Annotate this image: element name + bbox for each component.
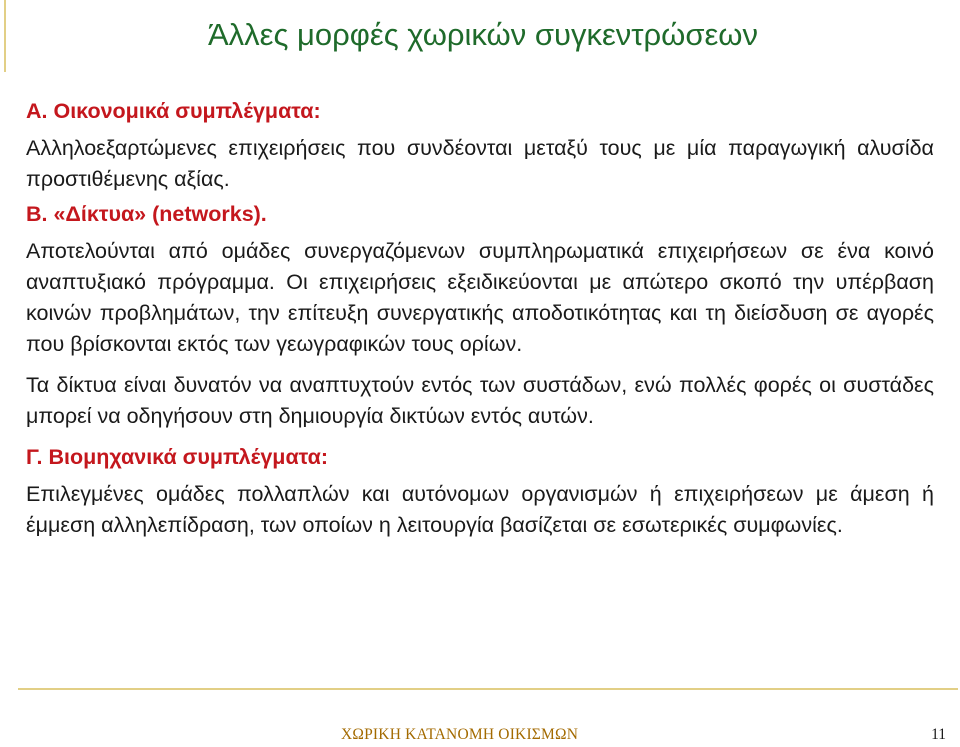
section-c-paragraph: Επιλεγμένες ομάδες πολλαπλών και αυτόνομων οργανισμών ή επιχειρήσεων με άμεση ή έμμεση αλληλεπίδραση, των οποίων η λειτουργία βασίζεται σε εσωτερικές συμφωνίες. (26, 482, 934, 537)
section-c-heading: Γ. Βιομηχανικά συμπλέγματα: (26, 445, 329, 469)
section-b-heading: Β. «Δίκτυα» (networks). (26, 202, 267, 226)
section-a-heading: Α. Οικονομικά συμπλέγματα: (26, 99, 321, 123)
footer-label: ΧΩΡΙΚΗ ΚΑΤΑΝΟΜΗ ΟΙΚΙΣΜΩΝ (341, 726, 579, 743)
section-a-paragraph: Αλληλοεξαρτώμενες επιχειρήσεις που συνδέονται μεταξύ τους με μία παραγωγική αλυσίδα προστιθέμενης αξίας. (26, 136, 934, 191)
footer-rule (18, 688, 958, 690)
section-b-paragraph-2: Τα δίκτυα είναι δυνατόν να αναπτυχτούν εντός των συστάδων, ενώ πολλές φορές οι συστάδες μπορεί να οδηγήσουν στη δημιουργία δικτύων εντός αυτών. (26, 373, 934, 428)
page-number: 11 (931, 726, 946, 743)
slide-body (26, 96, 934, 541)
slide-title: Άλλες μορφές χωρικών συγκεντρώσεων (207, 17, 759, 52)
section-b-paragraph-1: Αποτελούνται από ομάδες συνεργαζόμενων συμπληρωματικά επιχειρήσεων σε ένα κοινό αναπτυξιακό πρόγραμμα. Οι επιχειρήσεις εξειδικεύονται με απώτερο σκοπό την υπέρβαση κοινών προβλημάτων, την επίτευξη συνεργατικής αποδοτικότητας και τη διείσδυση σε αγορές που βρίσκονται εκτός των γεωγραφικών τους ορίων. (26, 239, 934, 356)
